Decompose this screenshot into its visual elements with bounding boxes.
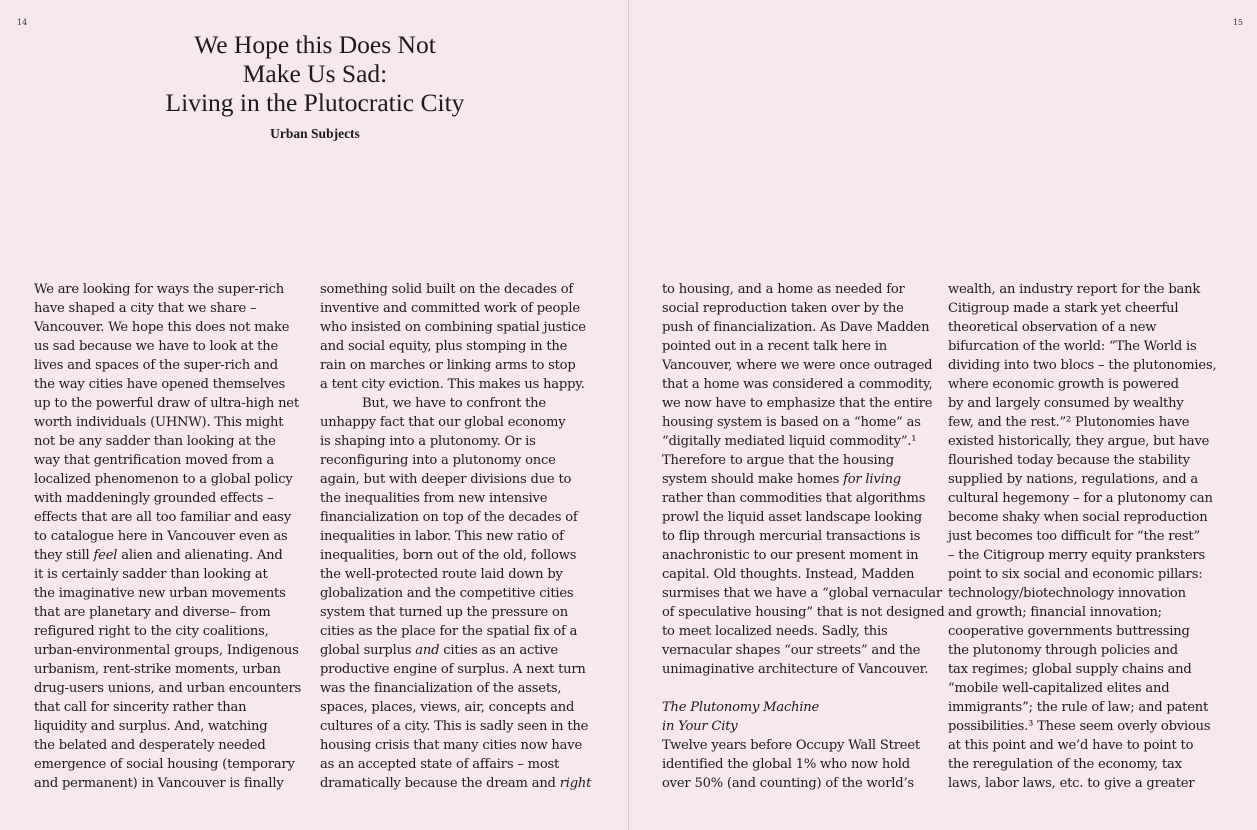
text-line: effects that are all too familiar and easy [34, 510, 292, 525]
text-line: push of financialization. As Dave Madden [662, 320, 930, 335]
text-line: the belated and desperately needed [34, 738, 266, 753]
text-line: to flip through mercurial transactions is [662, 529, 921, 544]
text-line: inventive and committed work of people [320, 301, 580, 316]
text-line: productive engine of surplus. A next turn [320, 662, 586, 677]
text-line: where economic growth is powered [948, 377, 1179, 392]
text-line: cultures of a city. This is sadly seen in the [320, 719, 589, 734]
text-line: Therefore to argue that the housing [662, 453, 894, 468]
text-line: – the Citigroup merry equity pranksters [948, 548, 1206, 563]
text-line: the well-protected route laid down by [320, 567, 563, 582]
text-line: refigured right to the city coalitions, [34, 624, 269, 639]
text-line: inequalities, born out of the old, follows [320, 548, 577, 563]
text-line: point to six social and economic pillars: [948, 567, 1203, 582]
text-line: the inequalities from new intensive [320, 491, 548, 506]
text-line: way that gentrification moved from a [34, 453, 275, 468]
text-line: liquidity and surplus. And, watching [34, 719, 268, 734]
text-line: we now have to emphasize that the entire [662, 396, 933, 411]
text-line [662, 679, 945, 698]
text-column-1 [34, 280, 301, 793]
text-line: not be any sadder than looking at the [34, 434, 276, 449]
left-page [0, 0, 628, 830]
text-line: supplied by nations, regulations, and a [948, 472, 1198, 487]
text-line: unhappy fact that our global economy [320, 415, 566, 430]
page-number-right: 15 [1232, 18, 1243, 27]
text-line: few, and the rest.”² Plutonomies have [948, 415, 1190, 430]
text-line: laws, labor laws, etc. to give a greater [948, 776, 1195, 791]
text-line: is shaping into a plutonomy. Or is [320, 434, 536, 449]
text-line: financialization on top of the decades of [320, 510, 578, 525]
text-line: urbanism, rent-strike moments, urban [34, 662, 281, 677]
article-byline: Urban Subjects [270, 126, 360, 141]
text-line: rain on marches or linking arms to stop [320, 358, 576, 373]
text-line: that call for sincerity rather than [34, 700, 247, 715]
text-line: at this point and we’d have to point to [948, 738, 1194, 753]
text-line: But, we have to confront the [362, 396, 546, 411]
text-line: The Plutonomy Machine [662, 700, 820, 715]
text-line: flourished today because the stability [948, 453, 1190, 468]
text-line: lives and spaces of the super-rich and [34, 358, 278, 373]
text-line: cultural hegemony – for a plutonomy can [948, 491, 1213, 506]
text-line: anachronistic to our present moment in [662, 548, 919, 563]
text-line: identified the global 1% who now hold [662, 757, 910, 772]
text-line: they still feel alien and alienating. And [34, 548, 283, 563]
text-line: Vancouver. We hope this does not make [34, 320, 290, 335]
text-line: to housing, and a home as needed for [662, 282, 905, 297]
text-line: theoretical observation of a new [948, 320, 1157, 335]
text-line: dramatically because the dream and right [320, 776, 592, 791]
text-line: just becomes too difficult for “the rest” [948, 529, 1200, 544]
text-line: prowl the liquid asset landscape looking [662, 510, 922, 525]
text-line: and growth; financial innovation; [948, 605, 1162, 620]
text-line: tax regimes; global supply chains and [948, 662, 1192, 677]
text-line: rather than commodities that algorithms [662, 491, 926, 506]
text-line: become shaky when social reproduction [948, 510, 1208, 525]
text-line: “mobile well-capitalized elites and [948, 681, 1170, 696]
text-line: a tent city eviction. This makes us happy. [320, 377, 585, 392]
title-line: Make Us Sad: [242, 59, 388, 88]
text-line: cities as the place for the spatial fix of a [320, 624, 578, 639]
text-line: us sad because we have to look at the [34, 339, 279, 354]
text-line: the way cities have opened themselves [34, 377, 286, 392]
text-line: unimaginative architecture of Vancouver. [662, 662, 929, 677]
text-line: that a home was considered a commodity, [662, 377, 933, 392]
title-line: We Hope this Does Not [194, 30, 436, 59]
text-line: We are looking for ways the super-rich [34, 282, 284, 297]
text-line: Citigroup made a stark yet cheerful [948, 301, 1179, 316]
text-line: housing crisis that many cities now have [320, 738, 583, 753]
text-column-2 [320, 280, 591, 793]
text-line: “digitally mediated liquid commodity”.¹ [662, 434, 917, 449]
text-line: bifurcation of the world: “The World is [948, 339, 1197, 354]
text-line: reconfiguring into a plutonomy once [320, 453, 556, 468]
text-line: that are planetary and diverse– from [34, 605, 271, 620]
text-line: who insisted on combining spatial justice [320, 320, 586, 335]
title-line: Living in the Plutocratic City [165, 88, 465, 117]
text-line: worth individuals (UHNW). This might [34, 415, 284, 430]
text-line: localized phenomenon to a global policy [34, 472, 293, 487]
text-line: of speculative housing” that is not designed [662, 605, 945, 620]
text-line: cooperative governments buttressing [948, 624, 1190, 639]
text-line: with maddeningly grounded effects – [34, 491, 274, 506]
page-number-left: 14 [17, 18, 28, 27]
text-line: pointed out in a recent talk here in [662, 339, 888, 354]
text-line: capital. Old thoughts. Instead, Madden [662, 567, 915, 582]
text-line: surmises that we have a “global vernacular [662, 586, 942, 601]
text-line: it is certainly sadder than looking at [34, 567, 268, 582]
text-line: and social equity, plus stomping in the [320, 339, 568, 354]
text-line: immigrants”; the rule of law; and patent [948, 700, 1209, 715]
text-column-3 [662, 280, 945, 793]
text-line: system should make homes for living [662, 472, 901, 487]
text-line: technology/biotechnology innovation [948, 586, 1186, 601]
text-line: spaces, places, views, air, concepts and [320, 700, 575, 715]
text-line: to meet localized needs. Sadly, this [662, 624, 888, 639]
text-line: globalization and the competitive cities [320, 586, 574, 601]
text-line: to catalogue here in Vancouver even as [34, 529, 288, 544]
text-line: in Your City [662, 719, 738, 734]
text-line: something solid built on the decades of [320, 282, 574, 297]
text-line: inequalities in labor. This new ratio of [320, 529, 564, 544]
text-line: possibilities.³ These seem overly obvious [948, 719, 1211, 734]
text-line: the reregulation of the economy, tax [948, 757, 1182, 772]
text-line: and permanent) in Vancouver is finally [34, 776, 284, 791]
text-line: emergence of social housing (temporary [34, 757, 295, 772]
text-line: wealth, an industry report for the bank [948, 282, 1201, 297]
text-line: the imaginative new urban movements [34, 586, 286, 601]
article-title [100, 30, 530, 117]
text-line: drug-users unions, and urban encounters [34, 681, 302, 696]
text-line: dividing into two blocs – the plutonomies, [948, 358, 1217, 373]
text-line: over 50% (and counting) of the world’s [662, 776, 914, 791]
text-line: up to the powerful draw of ultra-high net [34, 396, 299, 411]
text-line: urban-environmental groups, Indigenous [34, 643, 299, 658]
text-line: vernacular shapes “our streets” and the [662, 643, 921, 658]
text-line: the plutonomy through policies and [948, 643, 1178, 658]
text-line: global surplus and cities as an active [320, 643, 558, 658]
text-line: social reproduction taken over by the [662, 301, 904, 316]
text-line: existed historically, they argue, but have [948, 434, 1210, 449]
text-column-4 [948, 280, 1216, 793]
text-line: system that turned up the pressure on [320, 605, 568, 620]
text-line: again, but with deeper divisions due to [320, 472, 572, 487]
text-line: by and largely consumed by wealthy [948, 396, 1184, 411]
text-line: Vancouver, where we were once outraged [662, 358, 933, 373]
text-line: was the financialization of the assets, [320, 681, 562, 696]
text-line: have shaped a city that we share – [34, 301, 257, 316]
text-line: as an accepted state of affairs – most [320, 757, 560, 772]
text-line: Twelve years before Occupy Wall Street [662, 738, 920, 753]
text-line: housing system is based on a “home” as [662, 415, 921, 430]
right-page [629, 0, 1257, 830]
